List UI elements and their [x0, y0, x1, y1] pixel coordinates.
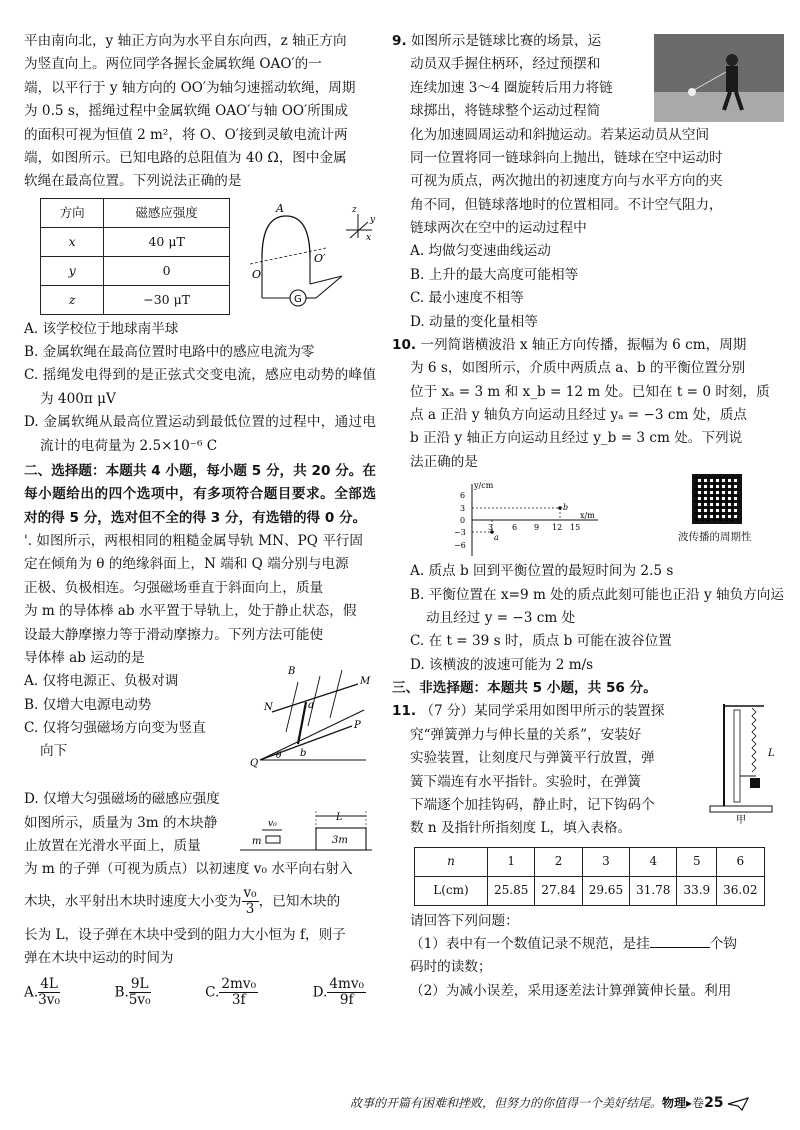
fraction-num: 4L	[38, 977, 60, 994]
point-b	[558, 506, 562, 510]
option-c[interactable]: C. 在 t = 39 s 时，质点 b 可能在波谷位置	[410, 633, 672, 650]
q10-line: 点 a 正沿 y 轴负方向运动且经过 yₐ = −3 cm 处，质点	[410, 407, 748, 423]
q9-line: 球掷出，将链球整个运动过程简	[410, 103, 601, 120]
q9-line: 可视为质点，两次抛出的初速度方向与水平方向的夹	[410, 173, 723, 190]
point-b-label: b	[563, 503, 569, 513]
q11-line: 码时的读数；	[410, 959, 492, 976]
q9-line: 连续加速 3～4 圈旋转后用力将链	[410, 79, 613, 96]
photo-ground	[654, 92, 784, 122]
q8-line: 平由南向北，y 轴正方向为水平自东向西，z 轴正方向	[24, 33, 347, 49]
q9-text: 如图所示是链球比赛的场景，运	[410, 33, 602, 49]
graph-xlabel: x/m	[580, 511, 595, 521]
q11	[392, 700, 784, 1003]
table-cell: x	[41, 227, 104, 256]
q8-options	[24, 318, 376, 458]
rail-line: 为 m 的导体棒 ab 水平置于导轨上，处于静止状态，假	[24, 603, 357, 620]
bullet-text: 木块，水平射出木块时速度大小变为	[24, 893, 242, 910]
hook-weight	[750, 778, 760, 788]
option-d[interactable]: D. 金属软绳从最高位置运动到最低位置的过程中，通过电流计的电荷量为 2.5×10⁻⁶ C	[24, 414, 376, 454]
x-label: x	[366, 232, 372, 243]
q8-line: 端，如图所示。已知电路的总阻值为 40 Ω，图中金属	[24, 149, 347, 166]
theta-label: θ	[276, 751, 282, 762]
y-label: y	[370, 214, 376, 225]
q9-line: 链球两次在空中的运动过程中	[410, 220, 587, 236]
stand-base	[710, 806, 772, 812]
table-cell: 33.9	[677, 876, 717, 905]
q11-sub2: （2）为减小误差，采用逐差法计算弹簧伸长量。利用	[410, 982, 732, 999]
q11-line: 究“弹簧弹力与伸长量的关系”，安装好	[410, 726, 642, 743]
rail-options-row	[24, 666, 376, 788]
table-cell: 40 μT	[104, 227, 230, 256]
option-c-cont: 向下	[40, 743, 68, 760]
footer-subject: 物理	[662, 1096, 687, 1110]
q11-line: 实验装置，让刻度尺与弹簧平行放置，弹	[410, 750, 655, 767]
option-b[interactable]: B. 平衡位置在 x=9 m 处的质点此刻可能也正沿 y 轴负方向运动且经过 y = −3 cm 处	[410, 586, 784, 626]
table-header: n	[415, 847, 488, 876]
x-tick: 6	[512, 523, 518, 533]
table-cell: 0	[104, 256, 230, 285]
y-tick: 0	[460, 516, 466, 526]
option-label: D.	[312, 984, 328, 1001]
q9-line: 角不同，但链球落地时的位置相同。不计空气阻力，	[410, 196, 723, 213]
fraction-num: v₀	[243, 884, 257, 901]
q11-line: 数 n 及指针所指刻度 L，填入表格。	[410, 820, 632, 837]
fraction	[219, 977, 258, 1009]
q10-line: 法正确的是	[410, 453, 478, 470]
option-b[interactable]: B. 金属软绳在最高位置时电路中的感应电流为零	[24, 344, 315, 360]
footer-marker: ▸卷	[686, 1096, 705, 1110]
spring	[752, 708, 756, 772]
x-tick: 12	[552, 523, 563, 533]
rope-arc	[262, 216, 310, 258]
q10-figure-row	[392, 474, 784, 560]
q11-text: （7 分）某同学采用如图甲所示的装置探	[420, 703, 665, 720]
option-a[interactable]: A. 均做匀变速曲线运动	[410, 243, 551, 260]
q10	[392, 334, 784, 677]
point-o-label: O	[252, 267, 262, 281]
q11-line: 下端逐个加挂钩码，静止时，记下钩码个	[410, 796, 655, 813]
athlete-body	[726, 66, 738, 92]
q-label: Q	[250, 758, 259, 770]
section-heading: 三、非选择题：本题共 5 小题，共 56 分。	[392, 680, 657, 696]
left-column	[24, 30, 376, 1009]
qr-code-icon[interactable]	[692, 474, 742, 524]
q10-line: 为 6 s，如图所示，介质中两质点 a、b 的平衡位置分别	[410, 360, 746, 377]
option-c[interactable]: C. 仅将匀强磁场方向变为竖直	[24, 720, 206, 736]
y-tick: 3	[460, 504, 466, 514]
option-d[interactable]: D. 该横波的波速可能为 2 m/s	[410, 656, 594, 673]
q10-number: 10.	[392, 336, 417, 353]
fraction	[327, 977, 366, 1009]
y-tick: −3	[454, 528, 466, 538]
section-heading: 二、选择题：本题共 4 小题，每小题 5 分，共 20 分。在每小题给出的四个选项中，有多项符合题目要求。全部选对的得 5 分，选对但不全的得 3 分，有选错的得 0 分。	[24, 462, 376, 526]
fraction	[38, 977, 60, 1009]
q8-line: 软绳在最高位置。下列说法正确的是	[24, 173, 242, 190]
option-label: C.	[205, 984, 220, 1001]
point-op-label: O′	[314, 251, 326, 265]
option-c[interactable]: C. 最小速度不相等	[410, 290, 524, 307]
q10-line: 位于 xₐ = 3 m 和 x_b = 12 m 处。已知在 t = 0 时刻，质	[410, 383, 770, 400]
bullet-options	[24, 977, 376, 1009]
graph-ylabel: y/cm	[474, 481, 494, 491]
option-a[interactable]: A. 质点 b 回到平衡位置的最短时间为 2.5 s	[410, 563, 674, 580]
wave-graph	[448, 478, 608, 558]
option-c[interactable]: C. 摇绳发电得到的是正弦式交变电流，感应电动势的峰值为 400π μV	[24, 367, 376, 407]
fraction-den: 9f	[339, 992, 354, 1009]
field-line	[330, 670, 342, 718]
bullet-line: 如图所示，质量为 3m 的木块静	[24, 814, 218, 831]
q8-stem	[24, 30, 376, 194]
fraction-den: 3v₀	[38, 992, 60, 1009]
option-a[interactable]: A. 该学校位于地球南半球	[24, 320, 179, 337]
table-cell: 2	[535, 847, 582, 876]
page-number: 25	[704, 1095, 724, 1111]
fraction-den: 5v₀	[128, 992, 151, 1009]
athlete-head	[726, 54, 738, 66]
l-label: L	[768, 748, 775, 760]
spring-data-table	[414, 847, 765, 906]
q8-line: 的面积可视为恒值 2 m²，将 O、O′接到灵敏电流计两	[24, 126, 348, 143]
spring-apparatus-figure	[704, 700, 784, 824]
option-a[interactable]: A. 仅将电源正、负极对调	[24, 673, 179, 690]
bullet-line	[24, 886, 376, 918]
figure-caption: 甲	[736, 815, 746, 825]
x-tick: 9	[534, 523, 540, 533]
l-label: L	[336, 811, 343, 823]
table-header: L(cm)	[415, 876, 488, 905]
bullet-line: 长为 L，设子弹在木块中受到的阻力大小恒为 f，则子	[24, 927, 346, 943]
n-label: N	[264, 702, 273, 714]
rail-line: 定在倾角为 θ 的绝缘斜面上，N 端和 Q 端分别与电源	[24, 556, 349, 573]
option-b[interactable]: B. 上升的最大高度可能相等	[410, 266, 579, 283]
bullet-text: ，已知木块的	[258, 893, 341, 910]
rod-ab	[298, 702, 306, 744]
b-label: B	[288, 666, 296, 678]
fraction-den: 3	[245, 901, 255, 918]
right-column	[392, 30, 784, 1003]
q-bullet	[24, 812, 376, 1009]
rail-figure	[246, 662, 376, 772]
z-label: z	[352, 204, 357, 215]
table-cell: 31.78	[630, 876, 677, 905]
answer-blank[interactable]	[650, 935, 710, 948]
option-c[interactable]	[205, 977, 258, 1009]
qr-block[interactable]	[678, 474, 752, 546]
table-cell: 27.84	[535, 876, 582, 905]
q11-number: 11.	[392, 703, 417, 720]
paper-plane-icon	[727, 1097, 749, 1111]
fraction-num: 9L	[129, 977, 151, 994]
q8-line: 为 0.5 s，摇绳过程中金属软绳 OAO′与轴 OO′所围成	[24, 103, 348, 120]
x-tick: 3	[488, 523, 494, 533]
q9	[392, 30, 784, 334]
table-cell: −30 μT	[104, 285, 230, 314]
table-cell: 36.02	[717, 876, 764, 905]
q-rail	[24, 530, 376, 812]
fraction	[242, 886, 259, 918]
table-cell: 25.85	[488, 876, 535, 905]
bullet-line: 弹在木块中运动的时间为	[24, 950, 174, 967]
table-header: 方向	[41, 198, 104, 227]
y-tick: 6	[460, 491, 466, 501]
table-cell: 29.65	[582, 876, 629, 905]
magnetic-field-table	[40, 198, 230, 315]
q9-line: 动员双手握住柄环，经过预摆和	[410, 56, 601, 73]
q11-text: （1）表中有一个数值记录不规范，是挂	[410, 936, 650, 952]
q11-sub1	[392, 933, 784, 956]
rail-line: 正极、负极相连。匀强磁场垂直于斜面向上，质量	[24, 579, 324, 596]
bullet-line: 为 m 的子弹（可视为质点）以初速度 v₀ 水平向右射入	[24, 861, 353, 878]
table-cell: 3	[582, 847, 629, 876]
q10-line	[392, 334, 784, 357]
q8-line: 为竖直向上。两位同学各握长金属软绳 OAO′的一	[24, 56, 322, 73]
bullet-line: 止放置在光滑水平面上，质量	[24, 838, 201, 854]
b2-label: b	[300, 748, 307, 760]
q11-line: 簧下端连有水平指针。实验时，在弹簧	[410, 773, 642, 790]
fraction-num: 4mv₀	[329, 975, 364, 992]
rail-line: 导体棒 ab 运动的是	[24, 649, 145, 666]
table-header: 磁感应强度	[104, 198, 230, 227]
fraction-num: 2mv₀	[221, 975, 257, 992]
rail-line: '. 如图所示，两根相同的粗糙金属导轨 MN、PQ 平行固	[24, 533, 363, 549]
bullet	[266, 836, 280, 843]
option-d[interactable]: D. 仅增大匀强磁场的磁感应强度	[24, 791, 220, 808]
option-a[interactable]	[24, 977, 60, 1009]
qr-caption: 波传播的周期性	[678, 531, 752, 544]
hammer-throw-photo	[654, 34, 784, 122]
option-b[interactable]: B. 仅增大电源电动势	[24, 696, 152, 713]
q9-number: 9.	[392, 33, 407, 49]
point-a-label: a	[494, 533, 499, 543]
option-label: A.	[24, 984, 39, 1001]
table-cell: 5	[677, 847, 717, 876]
q11-text: 个钩	[709, 936, 737, 952]
q8-figure-row	[24, 198, 376, 316]
footer-motto: 故事的开篇有困难和挫败，但努力的你值得一个美好结尾。	[350, 1096, 663, 1110]
q10-text: 一列简谐横波沿 x 轴正方向传播，振幅为 6 cm，周期	[420, 336, 747, 353]
bullet-mass-label: m	[252, 835, 262, 847]
bullet-block-figure	[236, 806, 376, 858]
m-label: M	[360, 676, 371, 688]
rail-line: 设最大静摩擦力等于滑动摩擦力。下列方法可能使	[24, 626, 324, 643]
q10-line: b 正沿 y 轴正方向运动且经过 y_b = 3 cm 处。下列说	[410, 430, 743, 447]
table-cell: y	[41, 256, 104, 285]
galvanometer-label: G	[294, 293, 302, 305]
hammer-ball	[688, 88, 696, 96]
table-cell: 6	[717, 847, 764, 876]
y-tick: −6	[454, 541, 466, 551]
q9-line: 同一位置将同一链球斜向上抛出，链球在空中运动时	[410, 149, 723, 166]
q8-line: 端，以平行于 y 轴方向的 OO′为轴匀速摇动软绳，周期	[24, 79, 356, 96]
rope-circuit-figure	[246, 198, 376, 316]
option-d[interactable]	[313, 977, 366, 1009]
table-cell: 1	[488, 847, 535, 876]
q11-prompt: 请回答下列问题：	[410, 912, 519, 929]
x-tick: 15	[570, 523, 581, 533]
page-footer	[350, 1091, 790, 1115]
table-cell: 4	[630, 847, 677, 876]
a-label: a	[308, 700, 314, 712]
p-label: P	[354, 720, 361, 732]
option-b[interactable]	[114, 977, 150, 1009]
table-cell: z	[41, 285, 104, 314]
v0-label: v₀	[268, 818, 277, 829]
block-mass-label: 3m	[332, 834, 348, 846]
ruler	[734, 710, 740, 802]
option-label: B.	[114, 984, 129, 1001]
option-d[interactable]: D. 动量的变化量相等	[410, 313, 538, 330]
fraction	[129, 977, 151, 1009]
fraction-den: 3f	[231, 992, 246, 1009]
q9-line: 化为加速圆周运动和斜抛运动。若某运动员从空间	[410, 126, 710, 143]
point-a-label: A	[276, 201, 284, 215]
